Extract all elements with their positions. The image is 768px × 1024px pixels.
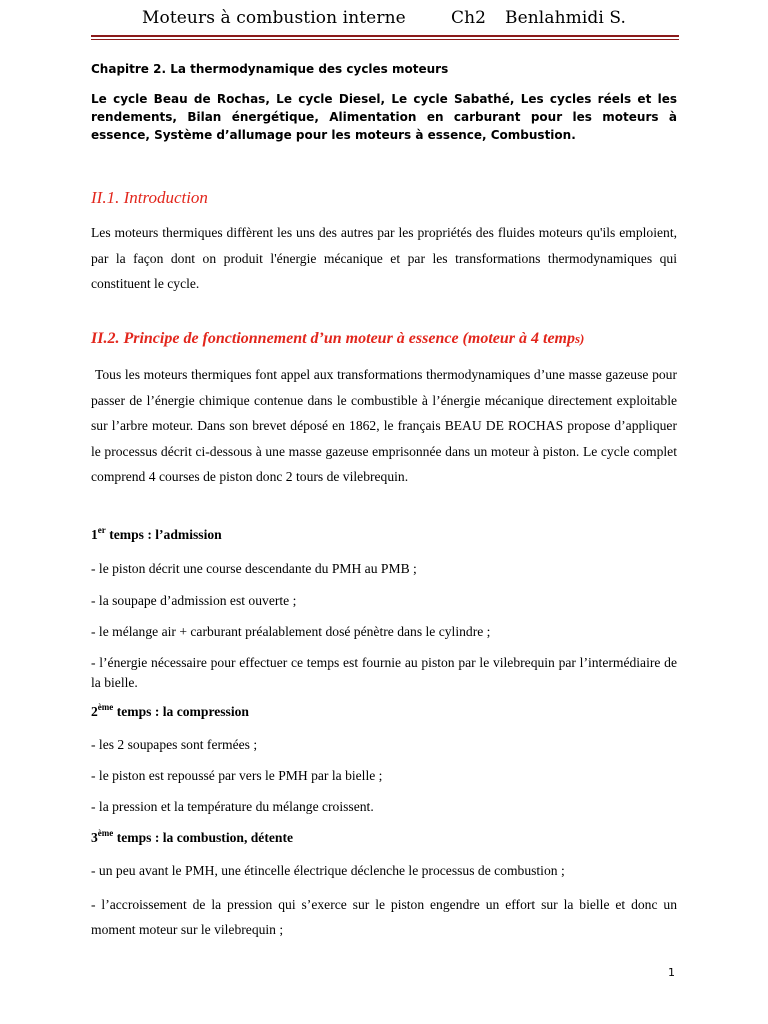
- list-item: - la soupape d’admission est ouverte ;: [91, 593, 297, 608]
- step-number: 1: [91, 527, 98, 542]
- step-number: 3: [91, 830, 98, 845]
- step-title-combustion: [91, 830, 293, 846]
- step-title-text: temps : l’admission: [105, 527, 222, 542]
- list-item: - un peu avant le PMH, une étincelle électrique déclenche le processus de combustion ;: [91, 863, 565, 878]
- chapter-summary: Le cycle Beau de Rochas, Le cycle Diesel, Le cycle Sabathé, Les cycles réels et les rendements, Bilan énergétique, Alimentation en carburant pour les moteurs à essence, Système d’allumage pour les moteurs à essence, Combustion.: [91, 92, 677, 142]
- introduction-paragraph: Les moteurs thermiques diffèrent les uns des autres par les propriétés des fluides moteurs qu'ils emploient, par la façon dont on produit l'énergie mécanique et par les transformations thermodynamiques qui constituent le cycle.: [91, 225, 677, 291]
- list-item: - les 2 soupapes sont fermées ;: [91, 737, 258, 752]
- header-chapter: Ch2: [451, 8, 487, 28]
- chapter-title: Chapitre 2. La thermodynamique des cycles moteurs: [91, 62, 449, 76]
- step-title-admission: [91, 527, 222, 543]
- section-heading-principle: [91, 330, 584, 348]
- list-item: - le piston décrit une course descendante du PMH au PMB ;: [91, 561, 417, 576]
- header-rule-thin: [91, 39, 679, 40]
- section-heading-principle-tail: s): [575, 331, 585, 346]
- step-title-text: temps : la compression: [113, 704, 249, 719]
- step-ordinal-suffix: ème: [97, 828, 114, 838]
- step-number: 2: [91, 704, 98, 719]
- header-title: Moteurs à combustion interne: [142, 8, 406, 28]
- list-item: - le mélange air + carburant préalablement dosé pénètre dans le cylindre ;: [91, 624, 491, 639]
- section-heading-introduction: II.1. Introduction: [91, 188, 208, 207]
- section-heading-principle-main: II.2. Principe de fonctionnement d’un moteur à essence (moteur à 4 temp: [91, 330, 575, 347]
- step-title-compression: [91, 704, 249, 720]
- list-item: - l’énergie nécessaire pour effectuer ce temps est fournie au piston par le vilebrequin par l’intermédiaire de la bielle.: [91, 655, 677, 690]
- step-ordinal-suffix: ème: [97, 702, 114, 712]
- list-item: - l’accroissement de la pression qui s’exerce sur le piston engendre un effort sur la bielle et donc un moment moteur sur le vilebrequin ;: [91, 897, 677, 937]
- page-number: 1: [668, 966, 675, 979]
- list-item: - le piston est repoussé par vers le PMH par la bielle ;: [91, 768, 383, 783]
- step-ordinal-suffix: er: [97, 525, 106, 535]
- header-author: Benlahmidi S.: [505, 8, 627, 28]
- step-title-text: temps : la combustion, détente: [113, 830, 294, 845]
- list-item: - la pression et la température du mélange croissent.: [91, 799, 374, 814]
- principle-paragraph: Tous les moteurs thermiques font appel aux transformations thermodynamiques d’une masse gazeuse pour passer de l’énergie chimique contenue dans le combustible à l’énergie mécanique directement exploitable sur l’arbre moteur. Dans son brevet déposé en 1862, le français BEAU DE ROCHAS propose d’appliquer le processus décrit ci-dessous à une masse gazeuse emprisonnée dans un moteur à piston. Le cycle complet comprend 4 courses de piston donc 2 tours de vilebrequin.: [91, 367, 677, 484]
- header-rule-thick: [91, 35, 679, 37]
